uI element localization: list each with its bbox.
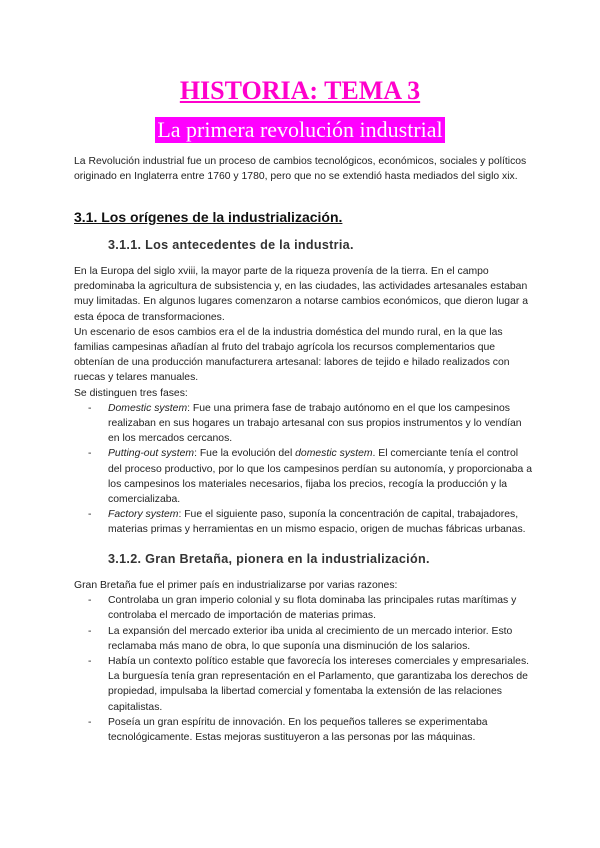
list-item	[74, 624, 534, 654]
page-subtitle: La primera revolución industrial	[157, 117, 443, 142]
phase-text: : Fue una primera fase de trabajo autónomo en el que los campesinos realizaban en sus hogares un trabajo artesanal con sus propios instrumentos y lo vendían en los mercados cercanos.	[108, 402, 522, 445]
subtitle-wrap	[0, 117, 600, 143]
phases-list	[74, 401, 534, 538]
term-putting-out-system: Putting-out system	[108, 448, 195, 460]
phase-text: . El comerciante tenía el control del proceso productivo, por lo que los campesinos perdían su autonomía, y proporcionaba a los campesinos los materiales necesarios, fijaba los precios, recogía la producción y la comercializaba.	[108, 448, 532, 506]
subsection-heading-3-1-1: 3.1.1. Los antecedentes de la industria.	[108, 238, 354, 252]
bullet-dash: -	[88, 716, 92, 728]
term-domestic-system-ref: domestic system	[295, 448, 373, 460]
list-item	[74, 654, 534, 715]
reason-text: Había un contexto político estable que favorecía los intereses comerciales y empresariales. La burguesía tenía gran representación en el Parlamento, que garantizaba los derechos de propiedad, impulsaba la libertad comercial y fomentaba la extensión de las relaciones capitalistas.	[108, 656, 530, 713]
subsection-3-1-2-body	[74, 578, 534, 745]
bullet-dash: -	[88, 625, 92, 637]
bullet-dash: -	[88, 402, 92, 414]
phase-text: : Fue el siguiente paso, suponía la concentración de capital, trabajadores, materias primas y herramientas en un mismo espacio, origen de muchas fábricas urbanas.	[108, 509, 526, 536]
term-domestic-system: Domestic system	[108, 402, 188, 414]
list-item	[74, 593, 534, 623]
list-item	[74, 507, 534, 537]
reason-text: La expansión del mercado exterior iba unida al crecimiento de un mercado interior. Esto reclamaba más mano de obra, lo que suponía una disminución de los salarios.	[108, 625, 513, 652]
subsection-heading-3-1-2: 3.1.2. Gran Bretaña, pionera en la industrialización.	[108, 552, 430, 566]
bullet-dash: -	[88, 448, 92, 460]
subsection-3-1-1-body	[74, 264, 534, 538]
list-item	[74, 715, 534, 745]
paragraph-industria-domestica: Un escenario de esos cambios era el de la industria doméstica del mundo rural, en la que las familias campesinas añadían al fruto del trabajo agrícola los recursos complementarios que obtenían de una producción manufacturera artesanal: labores de tejido e hilado realizados con ruecas y telares manuales.	[74, 326, 510, 384]
paragraph-razones-intro: Gran Bretaña fue el primer país en industrializarse por varias razones:	[74, 580, 398, 591]
intro-paragraph: La Revolución industrial fue un proceso de cambios tecnológicos, económicos, sociales y políticos originado en Inglaterra entre 1760 y 1780, pero que no se extendió hasta mediados del siglo xix.	[74, 156, 527, 183]
bullet-dash: -	[88, 595, 92, 607]
term-factory-system: Factory system	[108, 509, 179, 521]
reason-text: Controlaba un gran imperio colonial y su flota dominaba las principales rutas marítimas y controlaba el mercado de importación de materias primas.	[108, 595, 517, 622]
paragraph-riqueza: En la Europa del siglo xviii, la mayor parte de la riqueza provenía de la tierra. En el campo predominaba la agricultura de subsistencia y, en las ciudades, las actividades artesanales estaban muy limitadas. En algunos lugares comenzaron a notarse cambios económicos, que dieron lugar a esta época de transformaciones.	[74, 266, 528, 323]
page-title: HISTORIA: TEMA 3	[179, 76, 421, 105]
reason-text: Poseía un gran espíritu de innovación. En los pequeños talleres se experimentaba tecnológicamente. Estas mejoras sustituyeron a las personas por las máquinas.	[108, 716, 488, 744]
list-item	[74, 446, 534, 507]
list-item	[74, 401, 534, 447]
phase-text: : Fue la evolución del	[194, 448, 296, 460]
reasons-list	[74, 593, 534, 745]
bullet-dash: -	[88, 509, 92, 521]
section-heading-3-1: 3.1. Los orígenes de la industrialización.	[74, 209, 343, 225]
bullet-dash: -	[88, 656, 92, 668]
paragraph-fases-intro: Se distinguen tres fases:	[74, 387, 188, 399]
